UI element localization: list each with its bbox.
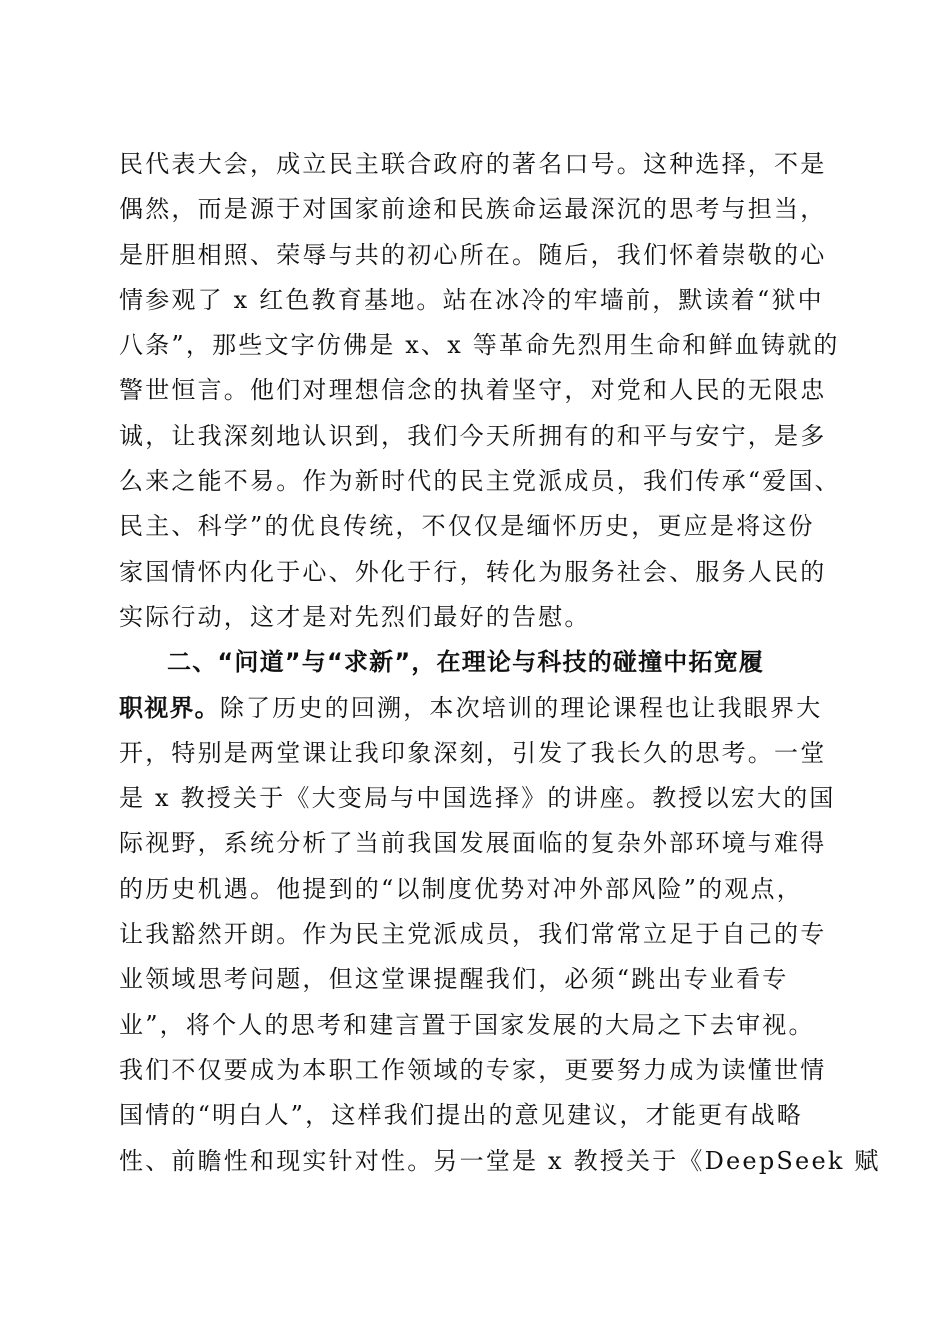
section-heading: 二、“问道”与“求新”，在理论与科技的碰撞中拓宽履 [167,648,765,677]
text-line: 实际行动，这才是对先烈们最好的告慰。 [119,602,591,631]
section-heading-end: 职视界。 [119,693,220,722]
text-line-rest: 除了历史的回溯，本次培训的理论课程也让我眼界大 [219,693,823,722]
text-line: 情参观了 x 红色教育基地。站在冰冷的牢墙前，默读着“狱中 [119,285,824,314]
text-line: 的历史机遇。他提到的“以制度优势对冲外部风险”的观点， [119,874,803,903]
text-line: 民代表大会，成立民主联合政府的著名口号。这种选择，不是 [119,150,827,178]
text-line: 警世恒言。他们对理想信念的执着坚守，对党和人民的无限忠 [119,376,827,405]
text-line: 是 x 教授关于《大变局与中国选择》的讲座。教授以宏大的国 [119,784,836,813]
text-line: 让我豁然开朗。作为民主党派成员，我们常常立足于自己的专 [119,920,827,949]
text-line: 开，特别是两堂课让我印象深刻，引发了我长久的思考。一堂 [119,738,827,767]
text-line: 业”，将个人的思考和建言置于国家发展的大局之下去审视。 [119,1010,815,1039]
text-line: 业领域思考问题，但这堂课提醒我们，必须“跳出专业看专 [119,965,789,994]
text-line: 八条”，那些文字仿佛是 x、x 等革命先烈用生命和鲜血铸就的 [119,331,840,360]
text-line: 际视野，系统分析了当前我国发展面临的复杂外部环境与难得 [119,829,827,858]
text-line: 我们不仅要成为本职工作领域的专家，更要努力成为读懂世情 [119,1055,827,1084]
text-line: 么来之能不易。作为新时代的民主党派成员，我们传承“爱国、 [119,467,841,496]
text-line: 性、前瞻性和现实针对性。另一堂是 x 教授关于《DeepSeek 赋 [119,1146,881,1175]
text-line: 偶然，而是源于对国家前途和民族命运最深沉的思考与担当， [119,195,827,224]
text-line: 诚，让我深刻地认识到，我们今天所拥有的和平与安宁，是多 [119,421,827,450]
text-line: 家国情怀内化于心、外化于行，转化为服务社会、服务人民的 [119,557,827,586]
heading-continuation-line [119,686,839,731]
body-text [119,142,881,1184]
text-line: 是肝胆相照、荣辱与共的初心所在。随后，我们怀着崇敬的心 [119,240,827,269]
text-line: 民主、科学”的优良传统，不仅仅是缅怀历史，更应是将这份 [119,512,815,541]
text-line: 国情的“明白人”，这样我们提出的意见建议，才能更有战略 [119,1101,803,1130]
